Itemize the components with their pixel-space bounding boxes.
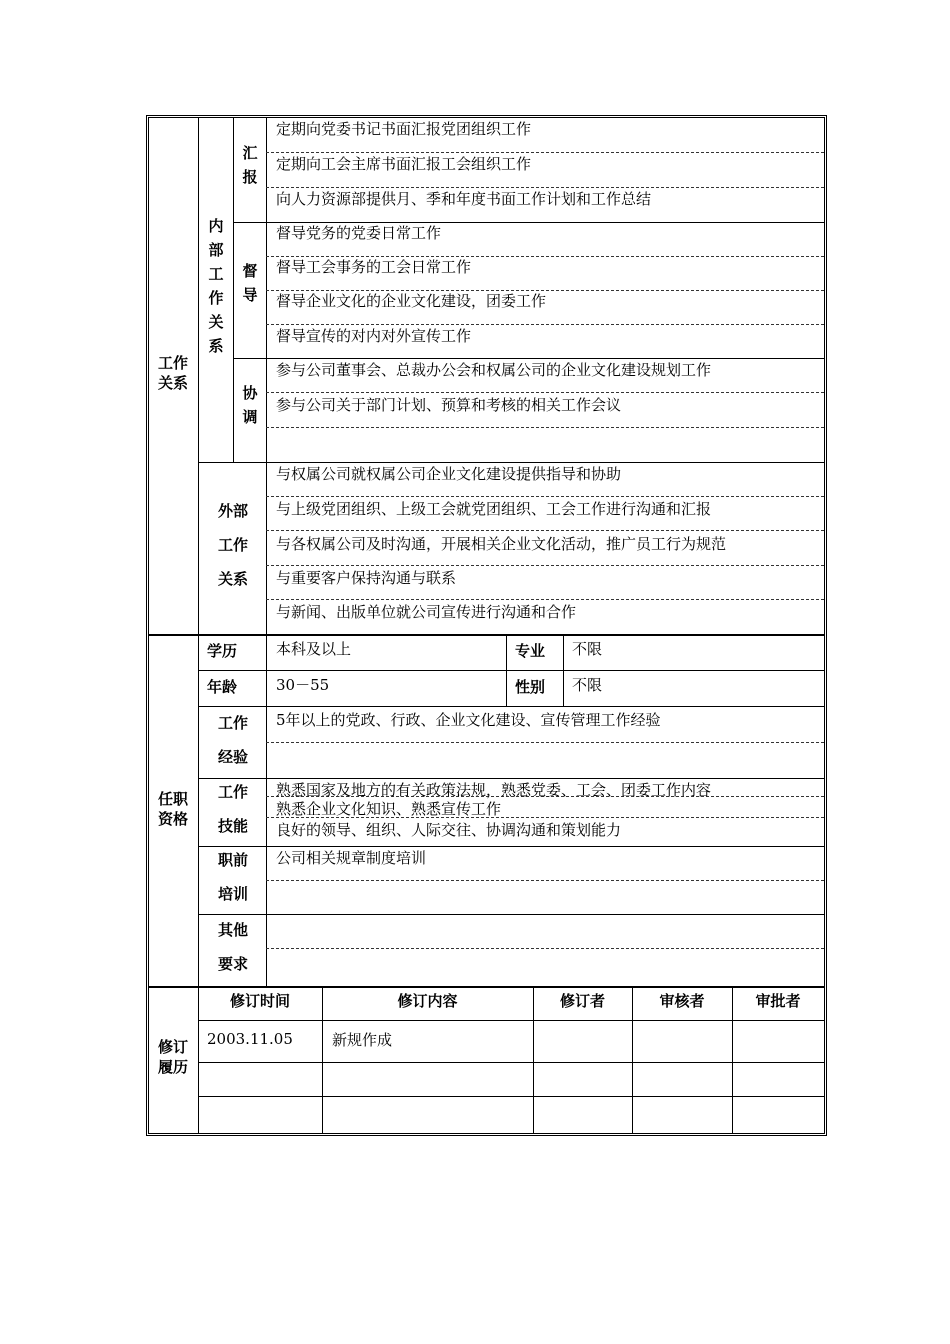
report-item: 向人力资源部提供月、季和年度书面工作计划和工作总结 [276,190,652,208]
revision-header-reviewer: 审核者 [659,992,705,1010]
report-item: 定期向党委书记书面汇报党团组织工作 [276,120,532,138]
row-divider [233,222,824,223]
supervise-item: 督导企业文化的企业文化建设，团委工作 [276,292,547,310]
coordinate-item: 参与公司董事会、总裁办公会和权属公司的企业文化建设规划工作 [276,361,712,379]
gender-label: 性别 [515,678,546,696]
supervise-item: 督导党务的党委日常工作 [276,224,442,242]
revision-history-label: 修订履历 [157,1038,188,1076]
external-relations-label-1: 外部 [217,502,248,520]
coordinate-item: 参与公司关于部门计划、预算和考核的相关工作会议 [276,396,622,414]
section-divider [149,986,824,988]
experience-label-1: 工作 [217,714,248,732]
section-divider [149,634,824,636]
row-divider [198,1062,824,1063]
external-relations-label-2: 工作 [217,536,248,554]
dashed-rule [266,152,824,153]
age-label: 年龄 [207,678,238,696]
training-label-1: 职前 [217,851,248,869]
row-divider [233,358,824,359]
dashed-rule [266,496,824,497]
coordinate-label: 协调 [242,384,258,426]
experience-value: 5年以上的党政、行政、企业文化建设、宣传管理工作经验 [276,711,661,729]
skills-label-2: 技能 [217,817,248,835]
external-relations-label-3: 关系 [217,570,248,588]
qualifications-label: 任职资格 [157,790,188,828]
major-value: 不限 [572,640,603,658]
row-divider [198,1020,824,1021]
dashed-rule [266,948,824,949]
row-divider [198,846,824,847]
revision-cell-date: 2003.11.05 [207,1030,293,1048]
dashed-rule [266,565,824,566]
row-divider [198,706,824,707]
education-value: 本科及以上 [276,640,352,658]
external-item: 与新闻、出版单位就公司宣传进行沟通和合作 [276,603,577,621]
row-divider [198,1096,824,1097]
revision-header-content: 修订内容 [397,992,458,1010]
col-divider [233,118,234,462]
external-item: 与权属公司就权属公司企业文化建设提供指导和协助 [276,465,622,483]
dashed-rule [266,187,824,188]
other-label-2: 要求 [217,955,248,973]
supervise-item: 督导宣传的对内对外宣传工作 [276,327,472,345]
internal-relations-label: 内部工作关系 [208,217,224,355]
other-label-1: 其他 [217,921,248,939]
external-item: 与上级党团组织、上级工会就党团组织、工会工作进行沟通和汇报 [276,500,712,518]
dashed-rule [266,880,824,881]
training-value: 公司相关规章制度培训 [276,849,427,867]
dashed-rule [266,742,824,743]
skills-item: 良好的领导、组织、人际交往、协调沟通和策划能力 [276,821,622,839]
gender-value: 不限 [572,676,603,694]
external-item: 与各权属公司及时沟通，开展相关企业文化活动，推广员工行为规范 [276,535,727,553]
major-label: 专业 [515,642,546,660]
dashed-rule [266,599,824,600]
age-value: 30－55 [276,676,330,694]
supervise-item: 督导工会事务的工会日常工作 [276,258,472,276]
row-divider [198,670,824,671]
dashed-rule [266,290,824,291]
experience-label-2: 经验 [217,748,248,766]
col-divider [198,118,199,1134]
training-label-2: 培训 [217,885,248,903]
row-divider [198,778,824,779]
external-item: 与重要客户保持沟通与联系 [276,569,457,587]
skills-label-1: 工作 [217,783,248,801]
row-divider [198,462,824,463]
revision-header-reviser: 修订者 [559,992,605,1010]
dashed-rule [266,427,824,428]
education-label: 学历 [207,642,238,660]
revision-header-date: 修订时间 [229,992,290,1010]
dashed-rule [266,392,824,393]
row-divider [198,914,824,915]
dashed-rule [266,530,824,531]
revision-header-approver: 审批者 [755,992,801,1010]
report-item: 定期向工会主席书面汇报工会组织工作 [276,155,532,173]
col-divider [266,118,267,986]
revision-cell-content: 新规作成 [332,1031,393,1049]
skills-item: 熟悉企业文化知识、熟悉宣传工作 [276,800,502,818]
report-label: 汇报 [242,144,258,186]
dashed-rule [266,324,824,325]
dashed-rule [266,256,824,257]
skills-item: 熟悉国家及地方的有关政策法规，熟悉党委、工会、团委工作内容 [276,781,712,799]
work-relations-label: 工作关系 [157,354,188,392]
supervise-label: 督导 [242,262,258,304]
